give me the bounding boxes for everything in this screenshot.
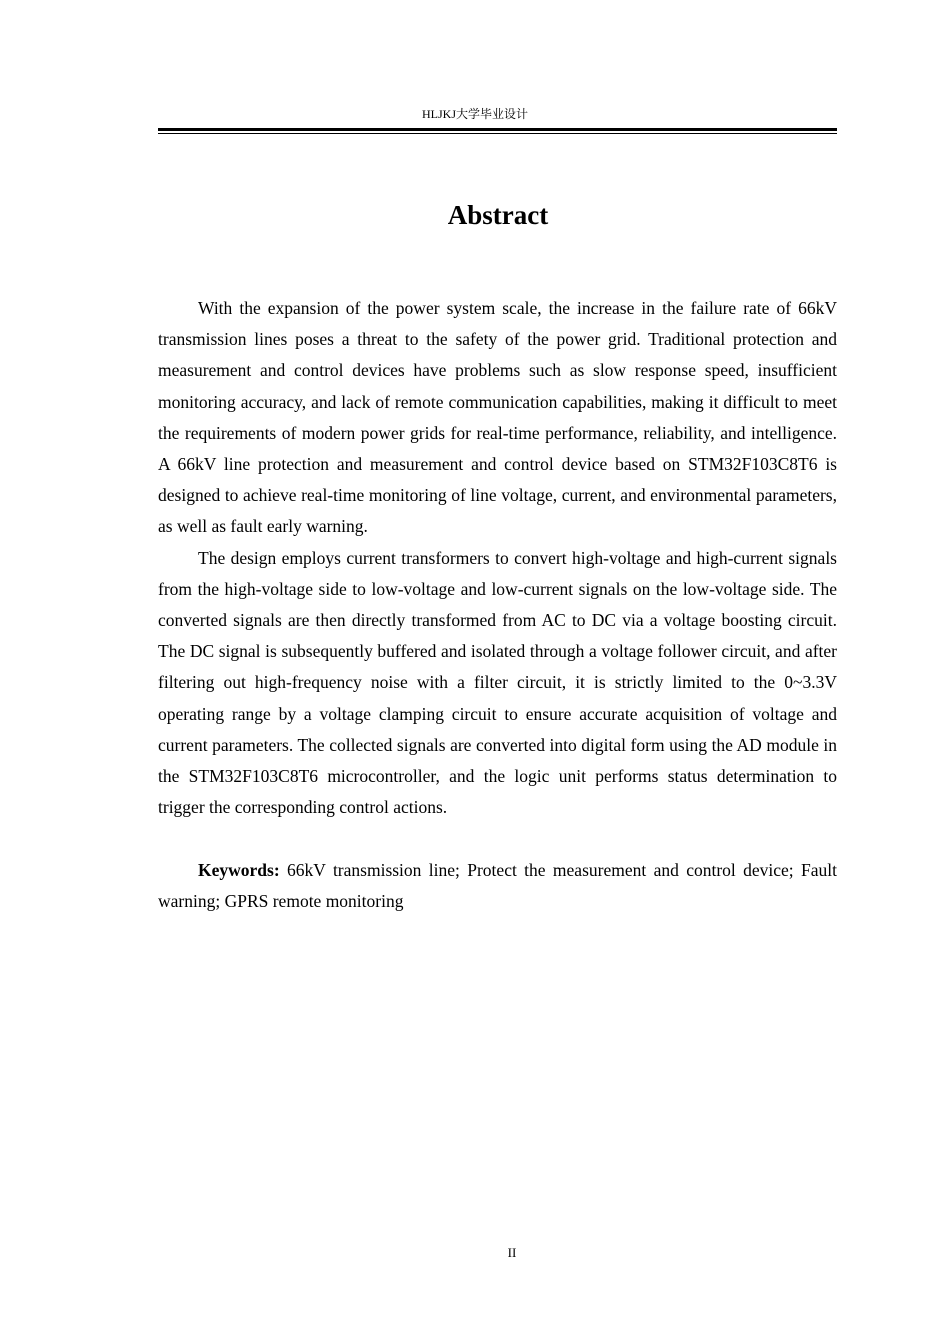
page-header: HLJKJ大学毕业设计	[421, 107, 528, 121]
header-rule-thin	[158, 133, 837, 134]
abstract-paragraph-1: With the expansion of the power system scale, the increase in the failure rate of 66kV transmission lines poses a threat to the safety of the power grid. Traditional protection and measurement and control devices have problems such as slow response speed, insufficient monitoring accuracy, and lack of remote communication capabilities, making it difficult to meet the requirements of modern power grids for real-time performance, reliability, and intelligence. A 66kV line protection and measurement and control device based on STM32F103C8T6 is designed to achieve real-time monitoring of line voltage, current, and environmental parameters, as well as fault early warning.	[158, 298, 837, 537]
abstract-paragraph-2: The design employs current transformers to convert high-voltage and high-current signals from the high-voltage side to low-voltage and low-current signals on the low-voltage side. The converted signals are then directly transformed from AC to DC via a voltage boosting circuit. The DC signal is subsequently buffered and isolated through a voltage follower circuit, and after filtering out high-frequency noise with a filter circuit, it is strictly limited to the 0~3.3V operating range by a voltage clamping circuit to ensure accurate acquisition of voltage and current parameters. The collected signals are converted into digital form using the AD module in the STM32F103C8T6 microcontroller, and the logic unit performs status determination to trigger the corresponding control actions.	[158, 547, 837, 818]
keywords-label: Keywords:	[198, 859, 280, 880]
page-number: II	[507, 1245, 517, 1260]
keywords-line	[158, 855, 837, 917]
abstract-body	[158, 293, 837, 917]
keywords-text: 66kV transmission line; Protect the measurement and control device; Fault warning; GPRS remote monitoring	[158, 859, 837, 911]
page-title: Abstract	[447, 200, 549, 230]
header-rule-thick	[158, 128, 837, 131]
